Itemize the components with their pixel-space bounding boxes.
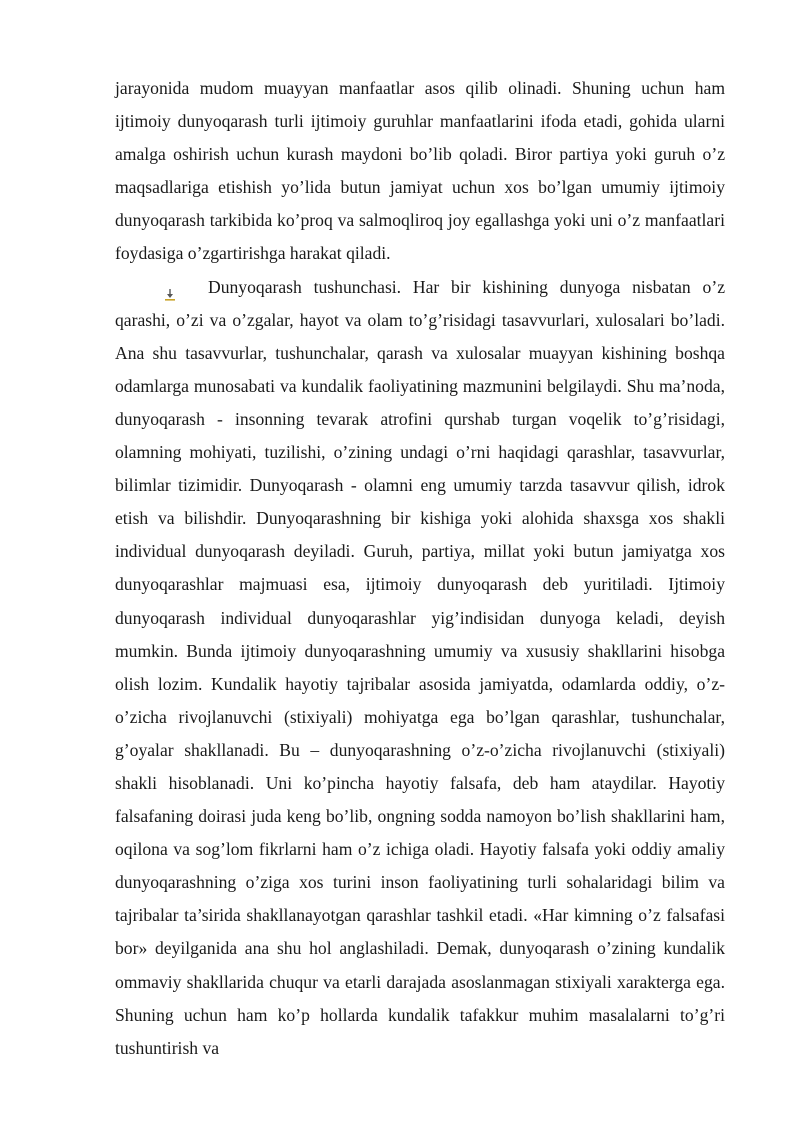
paragraph-1: jarayonida mudom muayyan manfaatlar asos qilib olinadi. Shuning uchun ham ijtimoiy dunyoqarash turli ijtimoiy guruhlar manfaatlarini ifoda etadi, gohida ularni amalga oshirish uchun kurash maydoni bo’lib qoladi. Biror partiya yoki guruh o’z maqsadlariga etishish yo’lida butun jamiyat uchun xos bo’lgan umumiy ijtimoiy dunyoqarash tarkibida ko’proq va salmoqliroq joy egallashga yoki uni o’z manfaatlari foydasiga o’zgartirishga harakat qiladi. [115, 78, 725, 264]
paragraph-2: Dunyoqarash tushunchasi. Har bir kishining dunyoga nisbatan o’z qarashi, o’zi va o’zgalar, hayot va olam to’g’risidagi tasavvurlari, xulosalari bo’ladi. Ana shu tasavvurlar, tushunchalar, qarash va xulosalar muayyan kishining boshqa odamlarga munosabati va kundalik faoliyatining mazmunini belgilaydi. Shu ma’noda, dunyoqarash - insonning tevarak atrofini qurshab turgan voqelik to’g’risidagi, olamning mohiyati, tuzilishi, o’zining undagi o’rni haqidagi qarashlar, tasavvurlar, bilimlar tizimidir. Dunyoqarash - olamni eng umumiy tarzda tasavvur qilish, idrok etish va bilishdir. Dunyoqarashning bir kishiga yoki alohida shaxsga xos shakli individual dunyoqarash deyiladi. Guruh, partiya, millat yoki butun jamiyatga xos dunyoqarashlar majmuasi esa, ijtimoiy dunyoqarash deb yuritiladi. Ijtimoiy dunyoqarash individual dunyoqarashlar yig’indisidan dunyoga keladi, deyish mumkin. Bunda ijtimoiy dunyoqarashning umumiy va xususiy shakllarini hisobga olish lozim. Kundalik hayotiy tajribalar asosida jamiyatda, odamlarda oddiy, o’z-o’zicha rivojlanuvchi (stixiyali) mohiyatga ega bo’lgan qarashlar, tushunchalar, g’oyalar shakllanadi. Bu – dunyoqarashning o’z-o’zicha rivojlanuvchi (stixiyali) shakli hisoblanadi. Uni ko’pincha hayotiy falsafa, deb ham ataydilar. Hayotiy falsafaning doirasi juda keng bo’lib, ongning sodda namoyon bo’lish shakllarini ham, oqilona va sog’lom fikrlarni ham o’z ichiga oladi. Hayotiy falsafa yoki oddiy amaliy dunyoqarashning o’ziga xos turini inson faoliyatining turli sohalaridagi bilim va tajribalar ta’sirida shakllanayotgan qarashlar tashkil etadi. «Har kimning o’z falsafasi bor» deyilganida ana shu hol anglashiladi. Demak, dunyoqarash o’zining kundalik ommaviy shakllarida chuqur va etarli darajada asoslanmagan stixiyali xarakterga ega. Shuning uchun ham ko’p hollarda kundalik tafakkur muhim masalalarni to’g’ri tushuntirish va [115, 276, 725, 1058]
document-page [115, 72, 725, 1065]
arrow-bullet-icon [163, 280, 177, 294]
paragraph-2-container [115, 271, 725, 1065]
